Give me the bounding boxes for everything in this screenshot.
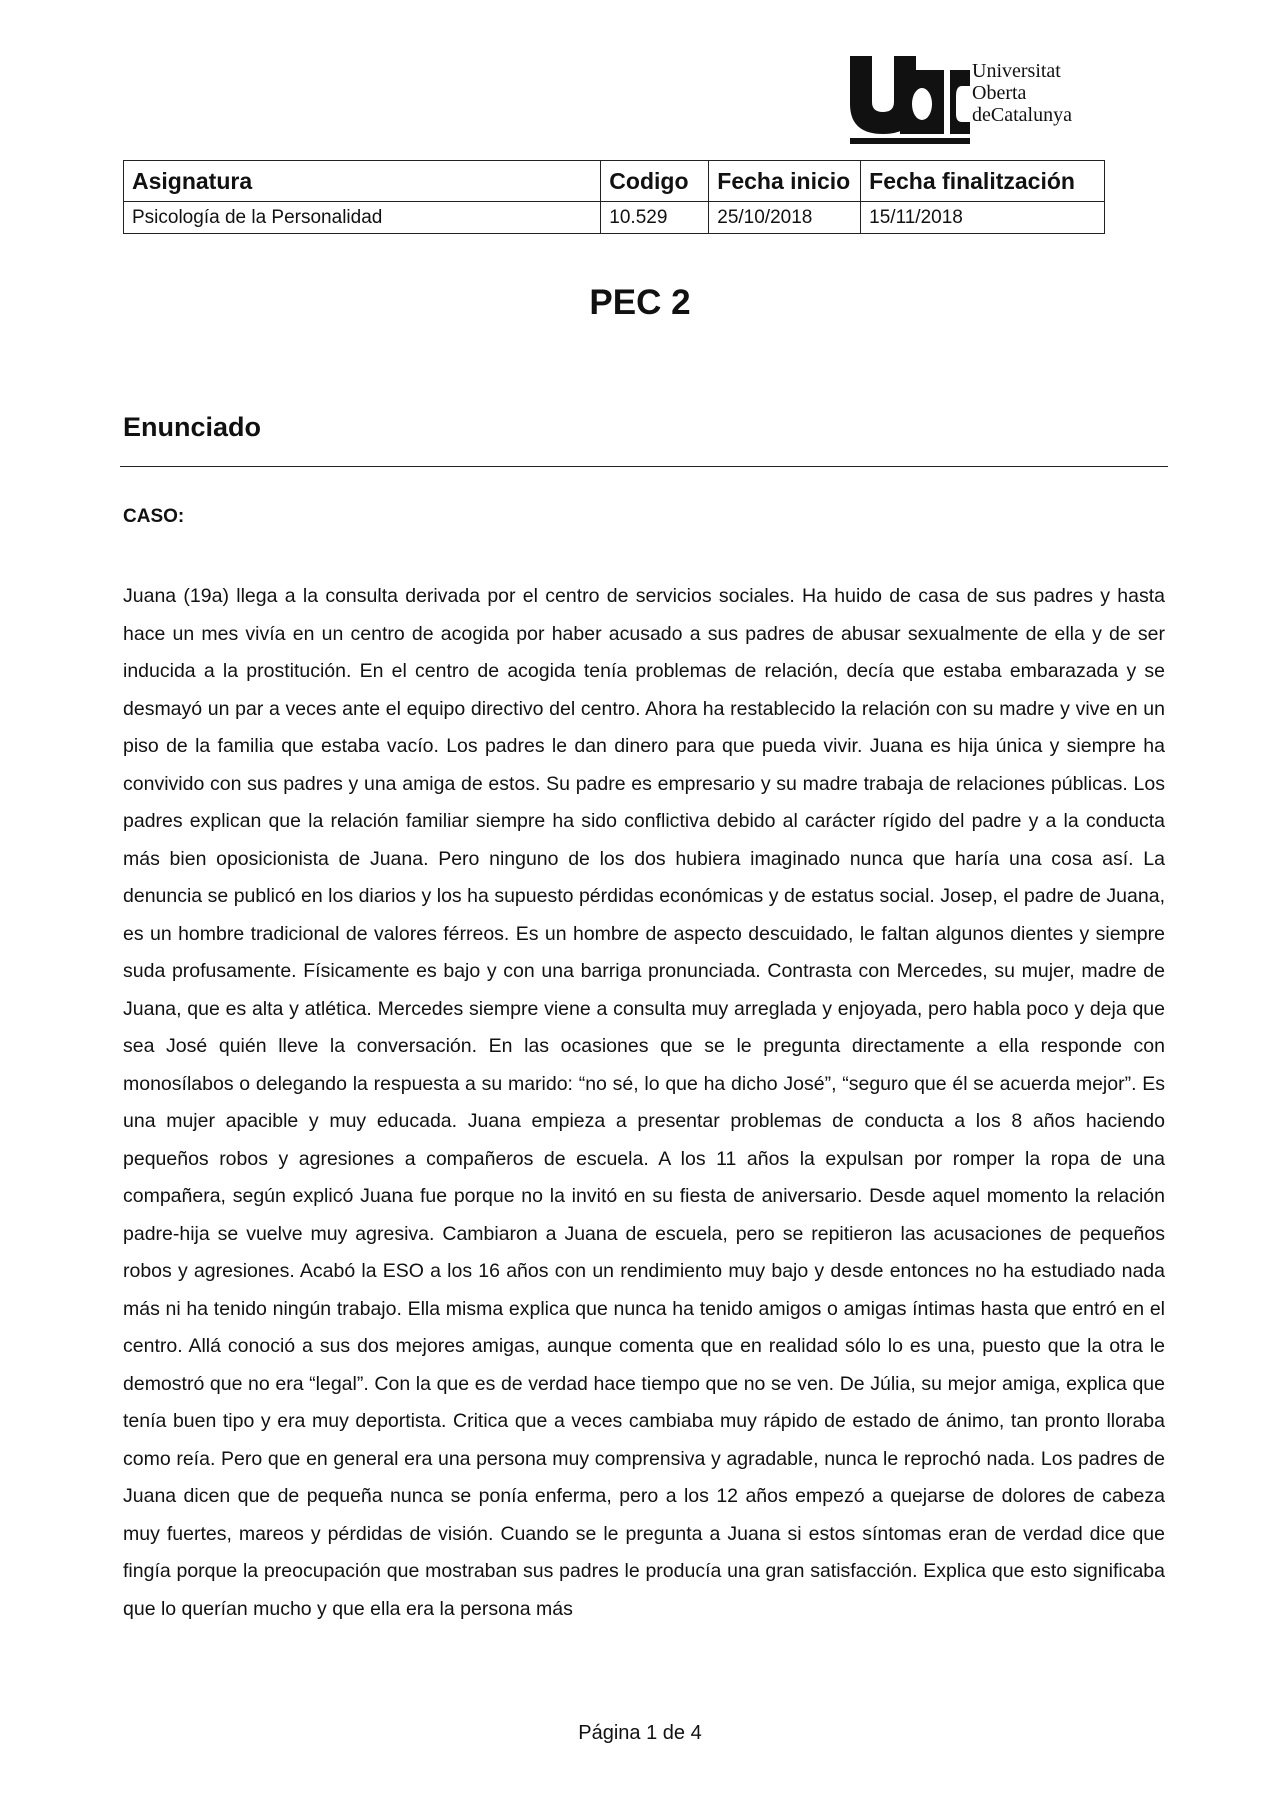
page-footer: Página 1 de 4 bbox=[578, 1722, 702, 1744]
uoc-logo bbox=[850, 56, 1086, 146]
cell-codigo: 10.529 bbox=[601, 202, 709, 234]
section-divider bbox=[120, 466, 1168, 467]
cell-asignatura: Psicología de la Personalidad bbox=[124, 202, 601, 234]
cell-fecha-finalitzacion: 15/11/2018 bbox=[861, 202, 1105, 234]
header-codigo: Codigo bbox=[601, 161, 709, 202]
section-title: Enunciado bbox=[123, 412, 262, 442]
table-row bbox=[124, 202, 1105, 234]
header-fecha-finalitzacion: Fecha finalitzación bbox=[861, 161, 1105, 202]
uoc-logo-oc bbox=[850, 56, 970, 146]
table-header-row bbox=[124, 161, 1105, 202]
course-info-table bbox=[123, 160, 1105, 234]
logo-line-2: Oberta bbox=[972, 82, 1027, 104]
case-text: Juana (19a) llega a la consulta derivada por el centro de servicios sociales. Ha huido de casa de sus padres y hasta hace un mes vivía en un centro de acogida por haber acusado a sus padres de abusar sexualmente de ella y de ser inducida a la prostitución. En el centro de acogida tenía problemas de relación, decía que estaba embarazada y se desmayó un par a veces ante el equipo directivo del centro. Ahora ha restablecido la relación con su madre y vive en un piso de la familia que estaba vacío. Los padres le dan dinero para que pueda vivir. Juana es hija única y siempre ha convivido con sus padres y una amiga de estos. Su padre es empresario y su madre trabaja de relaciones públicas. Los padres explican que la relación familiar siempre ha sido conflictiva debido al carácter rígido del padre y a la conducta más bien oposicionista de Juana. Pero ninguno de los dos hubiera imaginado nunca que haría una cosa así. La denuncia se publicó en los diarios y los ha supuesto pérdidas económicas y de estatus social. Josep, el padre de Juana, es un hombre tradicional de valores férreos. Es un hombre de aspecto descuidado, le faltan algunos dientes y siempre suda profusamente. Físicamente es bajo y con una barriga pronunciada. Contrasta con Mercedes, su mujer, madre de Juana, que es alta y atlética. Mercedes siempre viene a consulta muy arreglada y enjoyada, pero habla poco y deja que sea José quién lleve la conversación. En las ocasiones que se le pregunta directamente a ella responde con monosílabos o delegando la respuesta a su marido: “no sé, lo que ha dicho José”, “seguro que él se acuerda mejor”. Es una mujer apacible y muy educada. Juana empieza a presentar problemas de conducta a los 8 años haciendo pequeños robos y agresiones a compañeros de escuela. A los 11 años la expulsan por romper la ropa de una compañera, según explicó Juana fue porque no la invitó en su fiesta de aniversario. Desde aquel momento la relación padre-hija se vuelve muy agresiva. Cambiaron a Juana de escuela, pero se repitieron las acusaciones de pequeños robos y agresiones. Acabó la ESO a los 16 años con un rendimiento muy bajo y desde entonces no ha estudiado nada más ni ha tenido ningún trabajo. Ella misma explica que nunca ha tenido amigos o amigas íntimas hasta que entró en el centro. Allá conoció a sus dos mejores amigas, aunque comenta que en realidad sólo lo es una, puesto que la otra le demostró que no era “legal”. Con la que es de verdad hace tiempo que no se ven. De Júlia, su mejor amiga, explica que tenía buen tipo y era muy deportista. Critica que a veces cambiaba muy rápido de estado de ánimo, tan pronto lloraba como reía. Pero que en general era una persona muy comprensiva y agradable, nunca le reprochó nada. Los padres de Juana dicen que de pequeña nunca se ponía enferma, pero a los 12 años empezó a quejarse de dolores de cabeza muy fuertes, mareos y pérdidas de visión. Cuando se le pregunta a Juana si estos síntomas eran de verdad dice que fingía porque la preocupación que mostraban sus padres le producía una gran satisfacción. Explica que esto significaba que lo querían mucho y que ella era la persona más bbox=[123, 585, 1165, 1620]
uoc-logo-text bbox=[972, 60, 1072, 126]
page-title: PEC 2 bbox=[589, 283, 691, 322]
cell-fecha-inicio: 25/10/2018 bbox=[709, 202, 861, 234]
case-label: CASO: bbox=[123, 506, 185, 527]
header-asignatura: Asignatura bbox=[124, 161, 601, 202]
header-fecha-inicio: Fecha inicio bbox=[709, 161, 861, 202]
logo-line-1: Universitat bbox=[972, 60, 1061, 82]
logo-line-3: deCatalunya bbox=[972, 104, 1072, 126]
